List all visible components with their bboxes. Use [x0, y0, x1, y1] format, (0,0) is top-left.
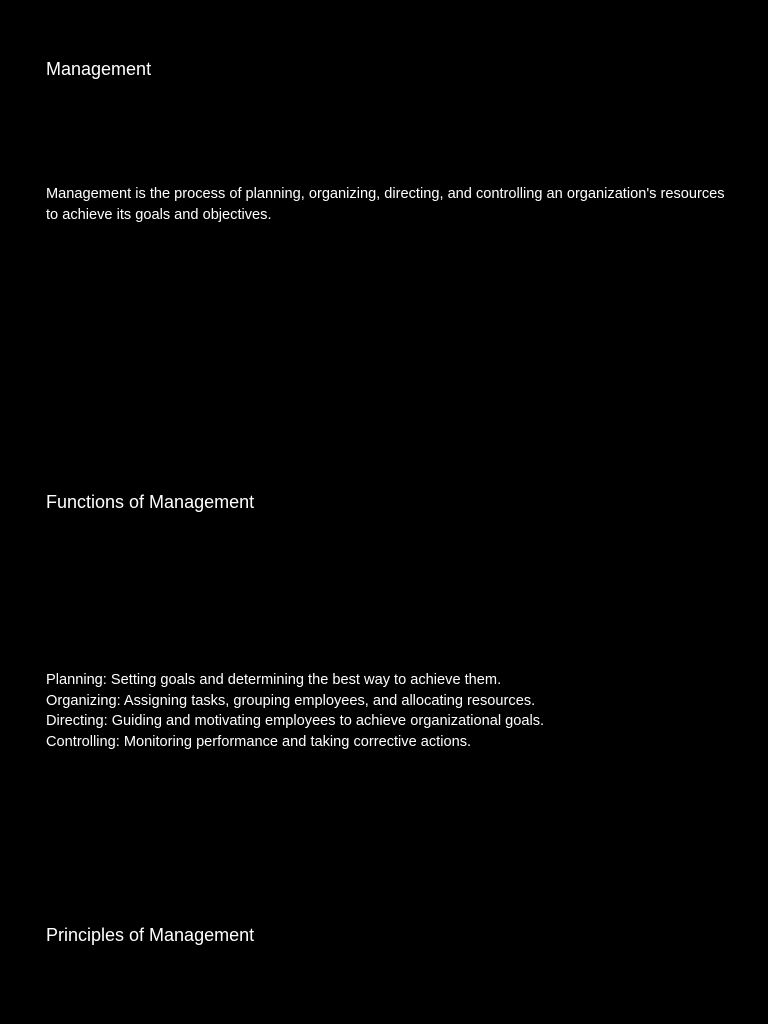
heading-management: Management: [46, 59, 152, 79]
function-item-directing: Directing: Guiding and motivating employees to achieve organizational goals.: [46, 713, 545, 729]
function-item-controlling: Controlling: Monitoring performance and taking corrective actions.: [46, 733, 472, 750]
functions-list: [46, 670, 726, 752]
management-definition-text: Management is the process of planning, organizing, directing, and controlling an organization's resources to achieve its goals and objectives.: [46, 186, 725, 223]
function-item-organizing: Organizing: Assigning tasks, grouping employees, and allocating resources.: [46, 692, 536, 709]
heading-principles-of-management: Principles of Management: [46, 925, 255, 945]
heading-functions-of-management: Functions of Management: [46, 492, 255, 512]
function-item-planning: Planning: Setting goals and determining the best way to achieve them.: [46, 672, 502, 688]
